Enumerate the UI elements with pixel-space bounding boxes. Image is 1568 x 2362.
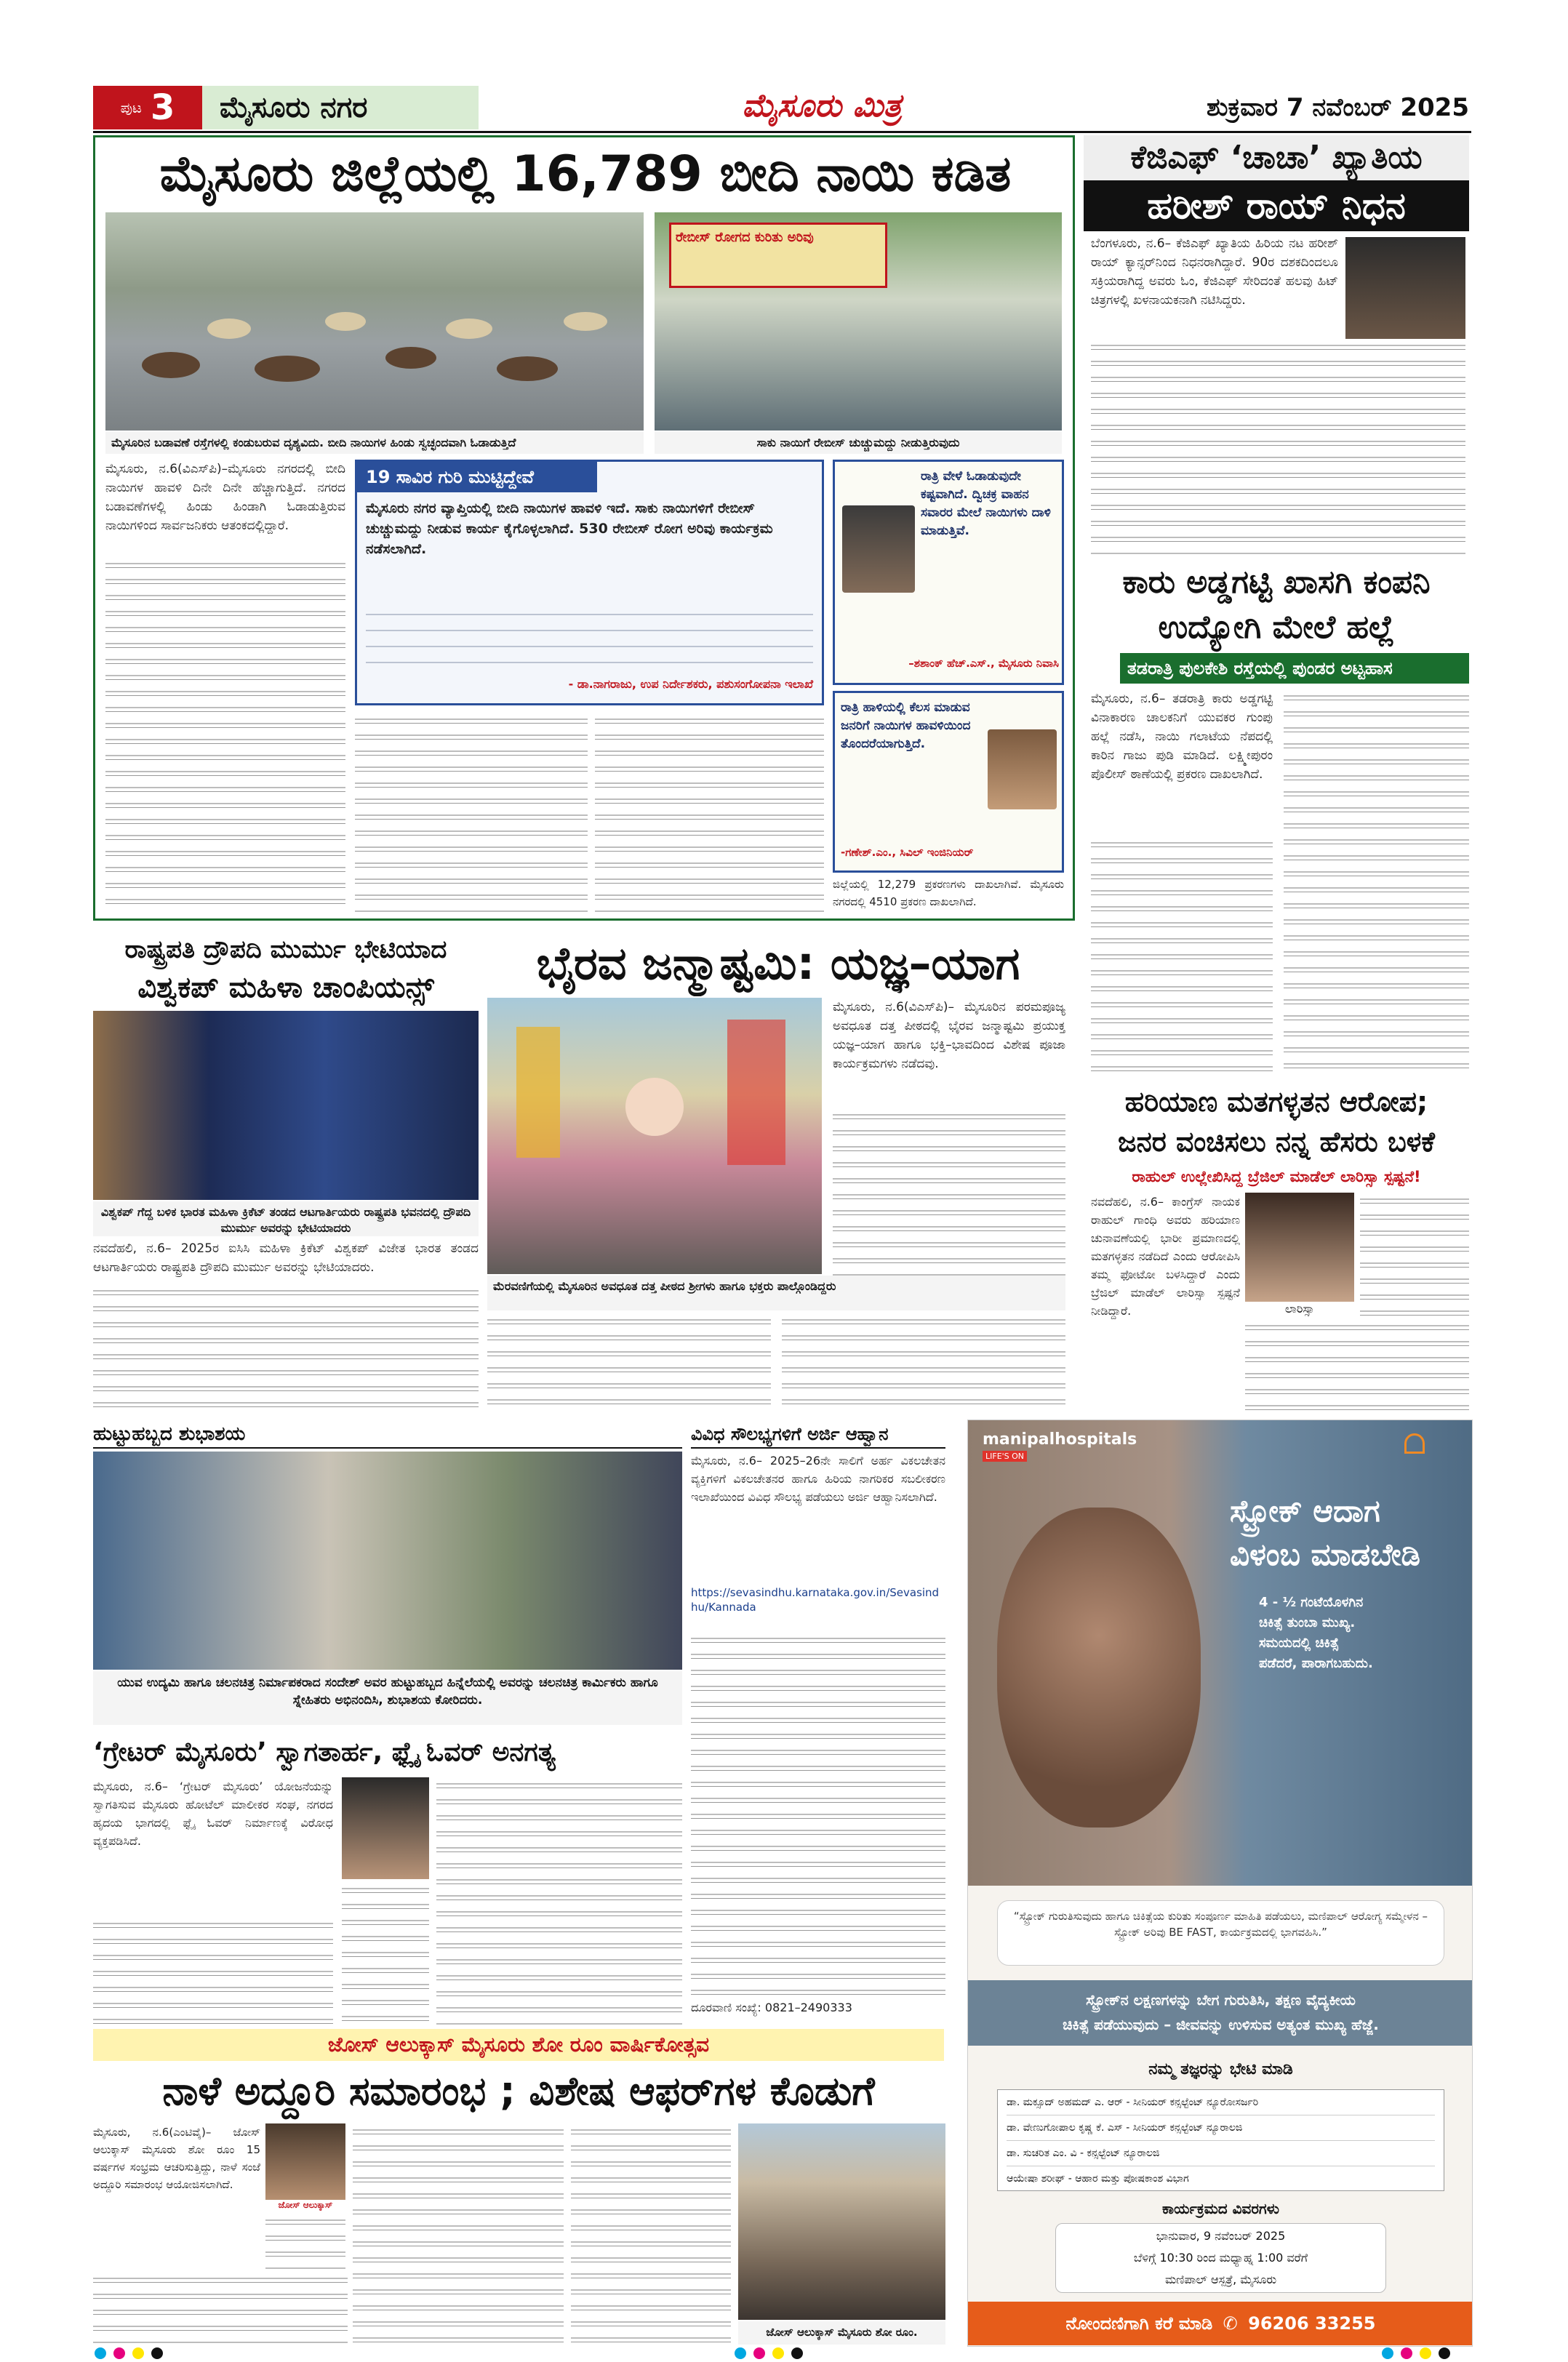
masthead-rule [93, 131, 1471, 133]
target-box-title: 19 ಸಾವಿರ ಗುರಿ ಮುಟ್ಟಿದ್ದೇವೆ [357, 462, 597, 492]
harish-headline-bottom: ಹರೀಶ್ ರಾಯ್ ನಿಧನ [1084, 180, 1469, 231]
page-label: ಪುಟ [120, 99, 142, 116]
joyalukkas-col2 [265, 2214, 345, 2272]
ad-logo-icon [1404, 1433, 1425, 1454]
bhairava-photo [487, 998, 822, 1274]
harish-headline-top: ಕೆಜಿಎಫ್ ‘ಚಾಚಾ’ ಖ್ಯಾತಿಯ [1084, 135, 1469, 180]
larissa-photo-label: ಲಾರಿಸ್ಸಾ [1245, 1302, 1354, 1316]
ad-side-2: ಚಿಕಿತ್ಸೆ ತುಂಬಾ ಮುಖ್ಯ. [1259, 1615, 1356, 1630]
ad-side-1: 4 - ½ ಗಂಟೆಯೊಳಗಿನ [1259, 1595, 1364, 1610]
birthday-caption: ಯುವ ಉದ್ಯಮಿ ಹಾಗೂ ಚಲನಚಿತ್ರ ನಿರ್ಮಾಪಕರಾದ ಸಂದೇಶ್ ಅವರ ಹುಟ್ಟುಹಬ್ಬದ ಹಿನ್ನೆಲೆಯಲ್ಲಿ ಅವರನ್ನು ಚಲನಚಿತ್ರ ಕಾರ್ಮಿಕರು ಹಾಗೂ ಸ್ನೇಹಿತರು ಅಭಿನಂದಿಸಿ, ಶುಭಾಶಯ ಕೋರಿದರು. [93, 1671, 682, 1725]
joyalukkas-col1-more [93, 2272, 348, 2345]
quote-1-signature: –ಶಶಾಂಕ್ ಹೆಚ್.ಎಸ್., ಮೈಸೂರು ನಿವಾಸಿ [908, 657, 1059, 670]
ad-event-time: ಬೆಳಿಗ್ಗೆ 10:30 ರಿಂದ ಮಧ್ಯಾಹ್ನ 1:00 ವರೆಗೆ [1133, 2251, 1308, 2265]
greater-mysuru-headline: ‘ಗ್ರೇಟರ್ ಮೈಸೂರು’ ಸ್ವಾಗತಾರ್ಹ, ಫ್ಲೈ ಓವರ್ ಅನಗತ್ಯ [93, 1737, 556, 1767]
greater-mysuru-col2 [436, 1777, 682, 2025]
applications-link[interactable]: https://sevasindhu.karnataka.gov.in/Sevasindhu/Kannada [691, 1586, 940, 1614]
haryana-col-right [1360, 1193, 1469, 1316]
dog-bites-extra: ಜಿಲ್ಲೆಯಲ್ಲಿ 12,279 ಪ್ರಕರಣಗಳು ದಾಖಲಾಗಿವೆ. ಮೈಸೂರು ನಗರದಲ್ಲಿ 4510 ಪ್ರಕರಣ ದಾಖಲಾಗಿದೆ. [833, 878, 1064, 908]
registration-marks-center [735, 2347, 880, 2362]
section-label: ಮೈಸೂರು ನಗರ [202, 86, 479, 129]
bhairava-col3-text [782, 1313, 1065, 1415]
issue-date: ಶುಕ್ರವಾರ 7 ನವೆಂಬರ್ 2025 [1207, 93, 1469, 122]
cricket-body-more [93, 1284, 479, 1415]
greater-mysuru-col-mid [342, 1882, 429, 2025]
bhairava-body: ಮೈಸೂರು, ನ.6(ವಿಎಸ್‌ಪಿ)– ಮೈಸೂರಿನ ಪರಮಪೂಜ್ಯ ಅವಧೂತ ದತ್ತ ಪೀಠದಲ್ಲಿ ಭೈರವ ಜನ್ಮಾಷ್ಟಮಿ ಪ್ರಯುಕ್ತ ಯಜ್ಞ–ಯಾಗ ಹಾಗೂ ಭಕ್ತಿ–ಭಾವದಿಂದ ವಿಶೇಷ ಪೂಜಾ ಕಾರ್ಯಕ್ರಮಗಳು ನಡೆದವು. [833, 1000, 1065, 1071]
haryana-subhead: ರಾಹುಲ್ ಉಲ್ಲೇಖಿಸಿದ್ದ ಬ್ರೆಜಿಲ್ ಮಾಡೆಲ್ ಲಾರಿಸ್ಸಾ ಸ್ಪಷ್ಟನೆ! [1132, 1168, 1421, 1185]
cricket-caption: ವಿಶ್ವಕಪ್ ಗೆದ್ದ ಬಳಿಕ ಭಾರತ ಮಹಿಳಾ ಕ್ರಿಕೆಟ್ ತಂಡದ ಆಟಗಾರ್ತಿಯರು ರಾಷ್ಟ್ರಪತಿ ಭವನದಲ್ಲಿ ದ್ರೌಪದಿ ಮುರ್ಮು ಅವರನ್ನು ಭೇಟಿಯಾದರು [93, 1201, 479, 1236]
assault-col1-text [1091, 836, 1273, 1076]
bhairava-headline: ಭೈರವ ಜನ್ಮಾಷ್ಟಮಿ: ಯಜ್ಞ–ಯಾಗ [536, 937, 1020, 990]
assault-headline: ಕಾರು ಅಡ್ಡಗಟ್ಟಿ ಖಾಸಗಿ ಕಂಪನಿ ಉದ್ಯೋಗಿ ಮೇಲೆ ಹಲ್ಲೆ [1122, 564, 1431, 646]
harish-body-more [1091, 339, 1465, 557]
target-box-body: ಮೈಸೂರು ನಗರ ವ್ಯಾಪ್ತಿಯಲ್ಲಿ ಬೀದಿ ನಾಯಿಗಳ ಹಾವಳಿ ಇದೆ. ಸಾಕು ನಾಯಿಗಳಿಗೆ ರೇಬೀಸ್ ಚುಚ್ಚುಮದ್ದು ನೀಡುವ ಕಾರ್ಯ ಕೈಗೊಳ್ಳಲಾಗಿದೆ. 530 ರೇಬೀಸ್ ರೋಗ ಅರಿವು ಕಾರ್ಯಕ್ರಮ ನಡೆಸಲಾಗಿದೆ. [366, 500, 773, 557]
quote-2-text: ರಾತ್ರಿ ಹಾಳಿಯಲ್ಲಿ ಕೆಲಸ ಮಾಡುವ ಜನರಿಗೆ ನಾಯಿಗಳ ಹಾವಳಿಯಿಂದ ತೊಂದರೆಯಾಗುತ್ತಿದೆ. [841, 700, 971, 751]
quote-1-avatar [842, 505, 915, 593]
haryana-headline [1084, 1082, 1469, 1162]
ad-event-box [1055, 2223, 1386, 2293]
quote-1-text: ರಾತ್ರಿ ವೇಳೆ ಓಡಾಡುವುದೇ ಕಷ್ಟವಾಗಿದೆ. ದ್ವಿಚಕ್ರ ವಾಹನ ಸವಾರರ ಮೇಲೆ ನಾಯಿಗಳು ದಾಳಿ ಮಾಡುತ್ತಿವೆ. [921, 469, 1051, 538]
target-box-signature: - ಡಾ.ನಾಗರಾಜು, ಉಪ ನಿರ್ದೇಶಕರು, ಪಶುಸಂಗೋಪನಾ ಇಲಾಖೆ [568, 677, 813, 691]
ad-headline-1: ಸ್ಟ್ರೋಕ್ ಆದಾಗ [1230, 1493, 1380, 1529]
quote-box-1 [833, 460, 1064, 685]
ad-event-venue: ಮಣಿಪಾಲ್ ಆಸ್ಪತ್ರೆ, ಮೈಸೂರು [1164, 2273, 1277, 2286]
haryana-headline-bottom: ಜನರ ವಂಚಿಸಲು ನನ್ನ ಹೆಸರು ಬಳಕೆ [1118, 1126, 1435, 1158]
joyalukkas-person-photo [265, 2123, 345, 2211]
bhairava-col-right [833, 1108, 1065, 1283]
registration-marks-left [95, 2347, 240, 2362]
manipal-ad[interactable] [967, 1420, 1473, 2347]
cricket-body: ನವದೆಹಲಿ, ನ.6– 2025ರ ಐಸಿಸಿ ಮಹಿಳಾ ಕ್ರಿಕೆಟ್ ವಿಶ್ವಕಪ್ ವಿಜೇತ ಭಾರತ ತಂಡದ ಆಟಗಾರ್ತಿಯರು ರಾಷ್ಟ್ರಪತಿ ದ್ರೌಪದಿ ಮುರ್ಮು ಅವರನ್ನು ಭೇಟಿಯಾದರು. [93, 1241, 479, 1275]
applications-col-more [691, 1632, 945, 1995]
dog-bites-intro: ಮೈಸೂರು, ನ.6(ವಿಎಸ್‌ಪಿ)–ಮೈಸೂರು ನಗರದಲ್ಲಿ ಬೀದಿ ನಾಯಿಗಳ ಹಾವಳಿ ದಿನೇ ದಿನೇ ಹೆಚ್ಚಾಗುತ್ತಿದೆ. ನಗರದ ಬಡಾವಣೆಗಳಲ್ಲಿ ಹಿಂಡು ಹಿಂಡಾಗಿ ಓಡಾಡುತ್ತಿರುವ ನಾಯಿಗಳಿಂದ ಸಾರ್ವಜನಿಕರು ಆತಂಕದಲ್ಲಿದ್ದಾರೆ. [105, 462, 345, 533]
applications-phone: ದೂರವಾಣಿ ಸಂಖ್ಯೆ: 0821–2490333 [691, 2001, 852, 2014]
dog-bites-headline: ಮೈಸೂರು ಜಿಲ್ಲೆಯಲ್ಲಿ 16,789 ಬೀದಿ ನಾಯಿ ಕಡಿತ [159, 145, 1012, 203]
ad-doctor-1: ಡಾ. ಮಕ್ಸೂದ್ ಅಹಮದ್ ಎ. ಆರ್ - ಸೀನಿಯರ್ ಕನ್ಸಲ್ಟೆಂಟ್ ನ್ಯೂರೋಸರ್ಜರಿ [1007, 2090, 1435, 2115]
applications-body: ಮೈಸೂರು, ನ.6– 2025–26ನೇ ಸಾಲಿಗೆ ಅರ್ಹ ವಿಕಲಚೇತನ ವ್ಯಕ್ತಿಗಳಿಗೆ ವಿಕಲಚೇತನರ ಹಾಗೂ ಹಿರಿಯ ನಾಗರಿಕರ ಸಬಲೀಕರಣ ಇಲಾಖೆಯಿಂದ ವಿವಿಧ ಸೌಲಭ್ಯ ಪಡೆಯಲು ಅರ್ಜಿ ಆಹ್ವಾನಿಸಲಾಗಿದೆ. [691, 1454, 945, 1504]
quote-box-2 [833, 691, 1064, 873]
ad-strip [968, 1980, 1473, 2046]
rabies-banner: ರೇಬೀಸ್ ರೋಗದ ಕುರಿತು ಅರಿವು [669, 223, 887, 288]
target-box [355, 460, 824, 705]
greater-mysuru-photo [342, 1777, 429, 1879]
dog-bites-col3-text [595, 713, 824, 913]
cricket-photo [93, 1011, 479, 1200]
assault-subhead: ತಡರಾತ್ರಿ ಪುಲಕೇಶಿ ರಸ್ತೆಯಲ್ಲಿ ಪುಂಡರ ಅಟ್ಟಹಾಸ [1120, 653, 1469, 684]
target-box-lines [366, 607, 813, 673]
paper-name: ಮೈಸೂರು ಮಿತ್ರ [742, 87, 902, 124]
ad-event-date: ಭಾನುವಾರ, 9 ನವೆಂಬರ್ 2025 [1156, 2229, 1286, 2243]
quote-2-signature: -ಗಣೇಶ್.ಎಂ., ಸಿವಿಲ್ ಇಂಜಿನಿಯರ್ [841, 846, 974, 859]
joyalukkas-body: ಮೈಸೂರು, ನ.6(ಎಂಟಿವೈ)– ಜೋಸ್ ಆಲುಕ್ಕಾಸ್ ಮೈಸೂರು ಶೋ ರೂಂ 15 ವರ್ಷಗಳ ಸಂಭ್ರಮ ಆಚರಿಸುತ್ತಿದ್ದು, ನಾಳೆ ಸಂಜೆ ಅದ್ದೂರಿ ಸಮಾರಂಭ ಆಯೋಜಿಸಲಾಗಿದೆ. [93, 2126, 260, 2191]
haryana-body: ನವದೆಹಲಿ, ನ.6– ಕಾಂಗ್ರೆಸ್ ನಾಯಕ ರಾಹುಲ್ ಗಾಂಧಿ ಅವರು ಹರಿಯಾಣ ಚುನಾವಣೆಯಲ್ಲಿ ಭಾರೀ ಪ್ರಮಾಣದಲ್ಲಿ ಮತಗಳ್ಳತನ ನಡೆದಿದೆ ಎಂದು ಆರೋಪಿಸಿ ತಮ್ಮ ಫೋಟೋ ಬಳಸಿದ್ದಾರೆ ಎಂದು ಬ್ರೆಜಿಲ್ ಮಾಡೆಲ್ ಲಾರಿಸ್ಸಾ ಸ್ಪಷ್ಟನೆ ನೀಡಿದ್ದಾರೆ. [1091, 1195, 1240, 1318]
joyalukkas-store-caption: ಜೋಸ್ ಆಲುಕ್ಕಾಸ್ ಮೈಸೂರು ಶೋ ರೂಂ. [738, 2321, 945, 2345]
cricket-headline-top: ರಾಷ್ಟ್ರಪತಿ ದ್ರೌಪದಿ ಮುರ್ಮು ಭೇಟಿಯಾದ [124, 935, 447, 964]
ad-quote: “ಸ್ಟ್ರೋಕ್ ಗುರುತಿಸುವುದು ಹಾಗೂ ಚಿಕಿತ್ಸೆಯ ಕುರಿತು ಸಂಪೂರ್ಣ ಮಾಹಿತಿ ಪಡೆಯಲು, ಮಣಿಪಾಲ್ ಆರೋಗ್ಯ ಸಮ್ಮೇಳನ – ಸ್ಟ್ರೋಕ್ ಅರಿವು BE FAST, ಕಾರ್ಯಕ್ರಮದಲ್ಲಿ ಭಾಗವಹಿಸಿ.” [997, 1900, 1444, 1966]
haryana-headline-top: ಹರಿಯಾಣ ಮತಗಳ್ಳತನ ಆರೋಪ; [1124, 1086, 1428, 1118]
ad-details-title: ಕಾರ್ಯಕ್ರಮದ ವಿವರಗಳು [1162, 2200, 1279, 2217]
bhairava-caption: ಮೆರವಣಿಗೆಯಲ್ಲಿ ಮೈಸೂರಿನ ಅವಧೂತ ದತ್ತ ಪೀಠದ ಶ್ರೀಗಳು ಹಾಗೂ ಭಕ್ತರು ಪಾಲ್ಗೊಂಡಿದ್ದರು [487, 1276, 1065, 1310]
ad-doctor-3: ಡಾ. ಸುಚರಿತ ಎಂ. ವಿ - ಕನ್ಸಲ್ಟೆಂಟ್ ನ್ಯೂರಾಲಜಿ [1007, 2141, 1435, 2166]
joyalukkas-col4 [571, 2123, 731, 2345]
ad-cta-label: ನೋಂದಣಿಗಾಗಿ ಕರೆ ಮಾಡಿ [1065, 2313, 1213, 2334]
ad-hero [968, 1420, 1473, 1886]
vaccination-photo [655, 212, 1062, 431]
page-number-box [93, 86, 202, 129]
greater-mysuru-body: ಮೈಸೂರು, ನ.6– ‘ಗ್ರೇಟರ್ ಮೈಸೂರು’ ಯೋಜನೆಯನ್ನು ಸ್ವಾಗತಿಸುವ ಮೈಸೂರು ಹೋಟೆಲ್ ಮಾಲೀಕರ ಸಂಘ, ನಗರದ ಹೃದಯ ಭಾಗದಲ್ಲಿ ಫ್ಲೈ ಓವರ್ ನಿರ್ಮಾಣಕ್ಕೆ ವಿರೋಧ ವ್ಯಕ್ತಪಡಿಸಿದೆ. [93, 1779, 333, 1848]
cricket-headline [93, 931, 479, 1008]
joyalukkas-kicker: ಜೋಸ್ ಆಲುಕ್ಕಾಸ್ ಮೈಸೂರು ಶೋ ರೂಂ ವಾರ್ಷಿಕೋತ್ಸವ [93, 2029, 944, 2061]
stray-dogs-illustration [105, 212, 644, 431]
birthday-photo [93, 1452, 682, 1670]
ad-cta-phone: 96206 33255 [1248, 2313, 1376, 2334]
vaccination-photo-caption: ಸಾಕು ನಾಯಿಗೆ ರೇಬೀಸ್ ಚುಚ್ಚುಮದ್ದು ನೀಡುತ್ತಿರುವುದು [655, 432, 1062, 454]
ad-meet: ನಮ್ಮ ತಜ್ಞರನ್ನು ಭೇಟಿ ಮಾಡಿ [1148, 2060, 1293, 2078]
joyalukkas-col3 [353, 2123, 564, 2345]
dog-bites-col1-text [105, 557, 345, 913]
phone-icon: ✆ [1223, 2313, 1238, 2334]
stray-dogs-photo [105, 212, 644, 431]
applications-headline: ವಿವಿಧ ಸೌಲಭ್ಯಗಳಿಗೆ ಅರ್ಜಿ ಆಹ್ವಾನ [691, 1420, 945, 1449]
bhairava-col2-text [487, 1313, 771, 1415]
dog-photo-caption: ಮೈಸೂರಿನ ಬಡಾವಣೆ ರಸ್ತೆಗಳಲ್ಲಿ ಕಂಡುಬರುವ ದೃಶ್ಯವಿದು. ಬೀದಿ ನಾಯಿಗಳ ಹಿಂಡು ಸ್ವಚ್ಛಂದವಾಗಿ ಓಡಾಡುತ್ತಿದೆ [105, 432, 644, 454]
ad-headline-2: ವಿಳಂಬ ಮಾಡಬೇಡಿ [1230, 1537, 1421, 1572]
page-number: 3 [150, 87, 175, 128]
ad-face [997, 1508, 1201, 1827]
greater-mysuru-col1-more [93, 1917, 333, 2025]
registration-marks-right [1382, 2347, 1527, 2362]
quote-2-avatar [988, 729, 1057, 809]
ad-tagline: LIFE'S ON [983, 1451, 1027, 1462]
assault-body: ಮೈಸೂರು, ನ.6– ತಡರಾತ್ರಿ ಕಾರು ಅಡ್ಡಗಟ್ಟಿ ವಿನಾಕಾರಣ ಚಾಲಕನಿಗೆ ಯುವಕರ ಗುಂಪು ಹಲ್ಲೆ ನಡೆಸಿ, ನಾಯಿ ಗಲಾಟೆಯ ನೆಪದಲ್ಲಿ ಕಾರಿನ ಗಾಜು ಪುಡಿ ಮಾಡಿದೆ. ಲಕ್ಷ್ಮೀಪುರಂ ಪೊಲೀಸ್ ಠಾಣೆಯಲ್ಲಿ ಪ್ರಕರಣ ದಾಖಲಾಗಿದೆ. [1091, 692, 1273, 782]
harish-photo [1345, 237, 1465, 339]
harish-body: ಬೆಂಗಳೂರು, ನ.6– ಕೆಜಿಎಫ್ ಖ್ಯಾತಿಯ ಹಿರಿಯ ನಟ ಹರೀಶ್ ರಾಯ್ ಕ್ಯಾನ್ಸರ್‌ನಿಂದ ನಿಧನರಾಗಿದ್ದಾರೆ. 90ರ ದಶಕದಿಂದಲೂ ಸಕ್ರಿಯರಾಗಿದ್ದ ಅವರು ಓಂ, ಕೆಜಿಎಫ್ ಸೇರಿದಂತೆ ಹಲವು ಹಿಟ್ ಚಿತ್ರಗಳಲ್ಲಿ ಖಳನಾಯಕನಾಗಿ ನಟಿಸಿದ್ದರು. [1091, 236, 1338, 308]
joyalukkas-store-photo [738, 2123, 945, 2320]
ad-side-3: ಸಮಯದಲ್ಲಿ ಚಿಕಿತ್ಸೆ [1259, 1636, 1339, 1651]
ad-strip-1: ಸ್ಟ್ರೋಕ್‌ನ ಲಕ್ಷಣಗಳನ್ನು ಬೇಗ ಗುರುತಿಸಿ, ತಕ್ಷಣ ವೈದ್ಯಕೀಯ [1086, 1991, 1356, 2009]
ad-side-4: ಪಡೆದರೆ, ಪಾರಾಗಬಹುದು. [1259, 1656, 1373, 1671]
cricket-headline-bottom: ವಿಶ್ವಕಪ್ ಮಹಿಳಾ ಚಾಂಪಿಯನ್ಸ್ [137, 971, 434, 1004]
ad-strip-2: ಚಿಕಿತ್ಸೆ ಪಡೆಯುವುದು – ಜೀವವನ್ನು ಉಳಿಸುವ ಅತ್ಯಂತ ಮುಖ್ಯ ಹೆಜ್ಜೆ. [1063, 2016, 1379, 2033]
birthday-headline: ಹುಟ್ಟುಹಬ್ಬದ ಶುಭಾಶಯ [93, 1420, 682, 1449]
joyalukkas-person-label: ಜೋಸ್ ಆಲುಕ್ಕಾಸ್ [265, 2200, 345, 2211]
procession-illustration [487, 998, 822, 1274]
dog-bites-col2-text [355, 713, 588, 913]
joyalukkas-headline: ನಾಳೆ ಅದ್ದೂರಿ ಸಮಾರಂಭ ; ವಿಶೇಷ ಆಫರ್‌ಗಳ ಕೊಡುಗೆ [162, 2068, 875, 2114]
haryana-col-bottom [1245, 1319, 1469, 1414]
assault-col2-text [1284, 689, 1469, 1076]
ad-doctor-2: ಡಾ. ವೇಣುಗೋಪಾಲ ಕೃಷ್ಣ ಕೆ. ಎಸ್ - ಸೀನಿಯರ್ ಕನ್ಸಲ್ಟೆಂಟ್ ನ್ಯೂರಾಲಜಿ [1007, 2115, 1435, 2141]
ad-brand: manipalhospitals [983, 1430, 1137, 1449]
larissa-photo [1245, 1193, 1354, 1316]
ad-doctors [997, 2089, 1444, 2191]
ad-doctor-4: ಆಯೇಷಾ ಶರೀಫ್ - ಆಹಾರ ಮತ್ತು ಪೋಷಕಾಂಶ ವಿಭಾಗ [1007, 2173, 1189, 2185]
ad-cta[interactable] [968, 2302, 1473, 2345]
